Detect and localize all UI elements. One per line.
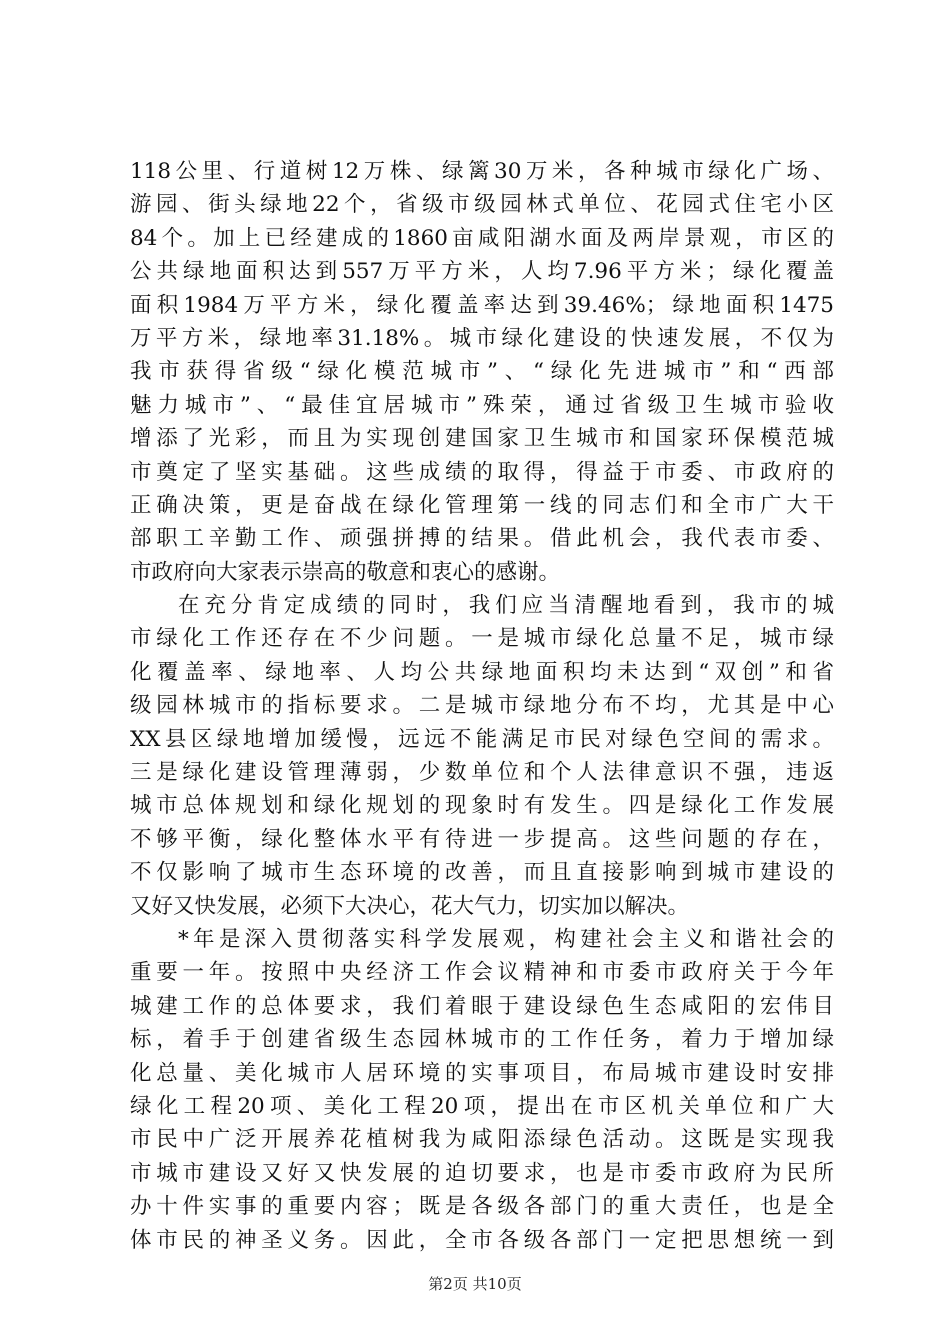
text-line: 标，着手于创建省级生态园林城市的工作任务，着力于增加绿 <box>130 1027 834 1053</box>
text-line: *年是深入贯彻落实科学发展观，构建社会主义和谐社会的 <box>178 926 834 952</box>
text-line: 级园林城市的指标要求。二是城市绿地分布不均，尤其是中心 <box>130 693 834 719</box>
text-line: 市绿化工作还存在不少问题。一是城市绿化总量不足，城市绿 <box>130 626 834 652</box>
text-line: 化总量、美化城市人居环境的实事项目，布局城市建设时安排 <box>130 1060 834 1086</box>
page-footer: 第2页 共10页 <box>428 1275 522 1293</box>
text-line: 市民中广泛开展养花植树我为咸阳添绿色活动。这既是实现我 <box>130 1127 834 1153</box>
text-line: 市奠定了坚实基础。这些成绩的取得，得益于市委、市政府的 <box>130 459 834 485</box>
text-line: 体市民的神圣义务。因此，全市各级各部门一定把思想统一到 <box>130 1227 834 1253</box>
text-line: 118公里、行道树12万株、绿篱30万米，各种城市绿化广场、 <box>130 159 834 184</box>
text-line: 又好又快发展，必须下大决心，花大气力，切实加以解决。 <box>130 893 690 919</box>
text-line: 城建工作的总体要求，我们着眼于建设绿色生态咸阳的宏伟目 <box>130 993 834 1019</box>
text-line: 在充分肯定成绩的同时，我们应当清醒地看到，我市的城 <box>178 593 834 619</box>
text-line: 部职工辛勤工作、顽强拼搏的结果。借此机会，我代表市委、 <box>130 526 834 552</box>
text-line: 万平方米，绿地率31.18%。城市绿化建设的快速发展，不仅为 <box>130 325 834 351</box>
text-line: 市政府向大家表示崇高的敬意和衷心的感谢。 <box>130 559 561 585</box>
text-line: 84个。加上已经建成的1860亩咸阳湖水面及两岸景观，市区的 <box>130 225 834 251</box>
text-line: 面积1984万平方米，绿化覆盖率达到39.46%；绿地面积1475 <box>130 292 834 318</box>
text-line: 正确决策，更是奋战在绿化管理第一线的同志们和全市广大干 <box>130 492 834 518</box>
body-text <box>130 155 834 1257</box>
text-line: 重要一年。按照中央经济工作会议精神和市委市政府关于今年 <box>130 960 834 986</box>
text-line: 不够平衡，绿化整体水平有待进一步提高。这些问题的存在， <box>130 826 834 852</box>
text-line: 不仅影响了城市生态环境的改善，而且直接影响到城市建设的 <box>130 860 834 886</box>
text-line: 魅力城市”、“最佳宜居城市”殊荣，通过省级卫生城市验收 <box>130 392 834 418</box>
text-line: 市城市建设又好又快发展的迫切要求，也是市委市政府为民所 <box>130 1160 834 1186</box>
text-line: 化覆盖率、绿地率、人均公共绿地面积均未达到“双创”和省 <box>130 659 834 685</box>
text-line: 增添了光彩，而且为实现创建国家卫生城市和国家环保模范城 <box>130 426 834 452</box>
text-line: 我市获得省级“绿化模范城市”、“绿化先进城市”和“西部 <box>130 359 834 385</box>
text-line: 三是绿化建设管理薄弱，少数单位和个人法律意识不强，违返 <box>130 760 834 786</box>
text-line: 城市总体规划和绿化规划的现象时有发生。四是绿化工作发展 <box>130 793 834 819</box>
text-line: 游园、街头绿地22个，省级市级园林式单位、花园式住宅小区 <box>130 192 834 218</box>
text-line: XX县区绿地增加缓慢，远远不能满足市民对绿色空间的需求。 <box>130 726 834 752</box>
text-line: 公共绿地面积达到557万平方米，人均7.96平方米；绿化覆盖 <box>130 259 834 285</box>
text-line: 办十件实事的重要内容；既是各级各部门的重大责任，也是全 <box>130 1194 834 1220</box>
text-line: 绿化工程20项、美化工程20项，提出在市区机关单位和广大 <box>130 1093 834 1119</box>
